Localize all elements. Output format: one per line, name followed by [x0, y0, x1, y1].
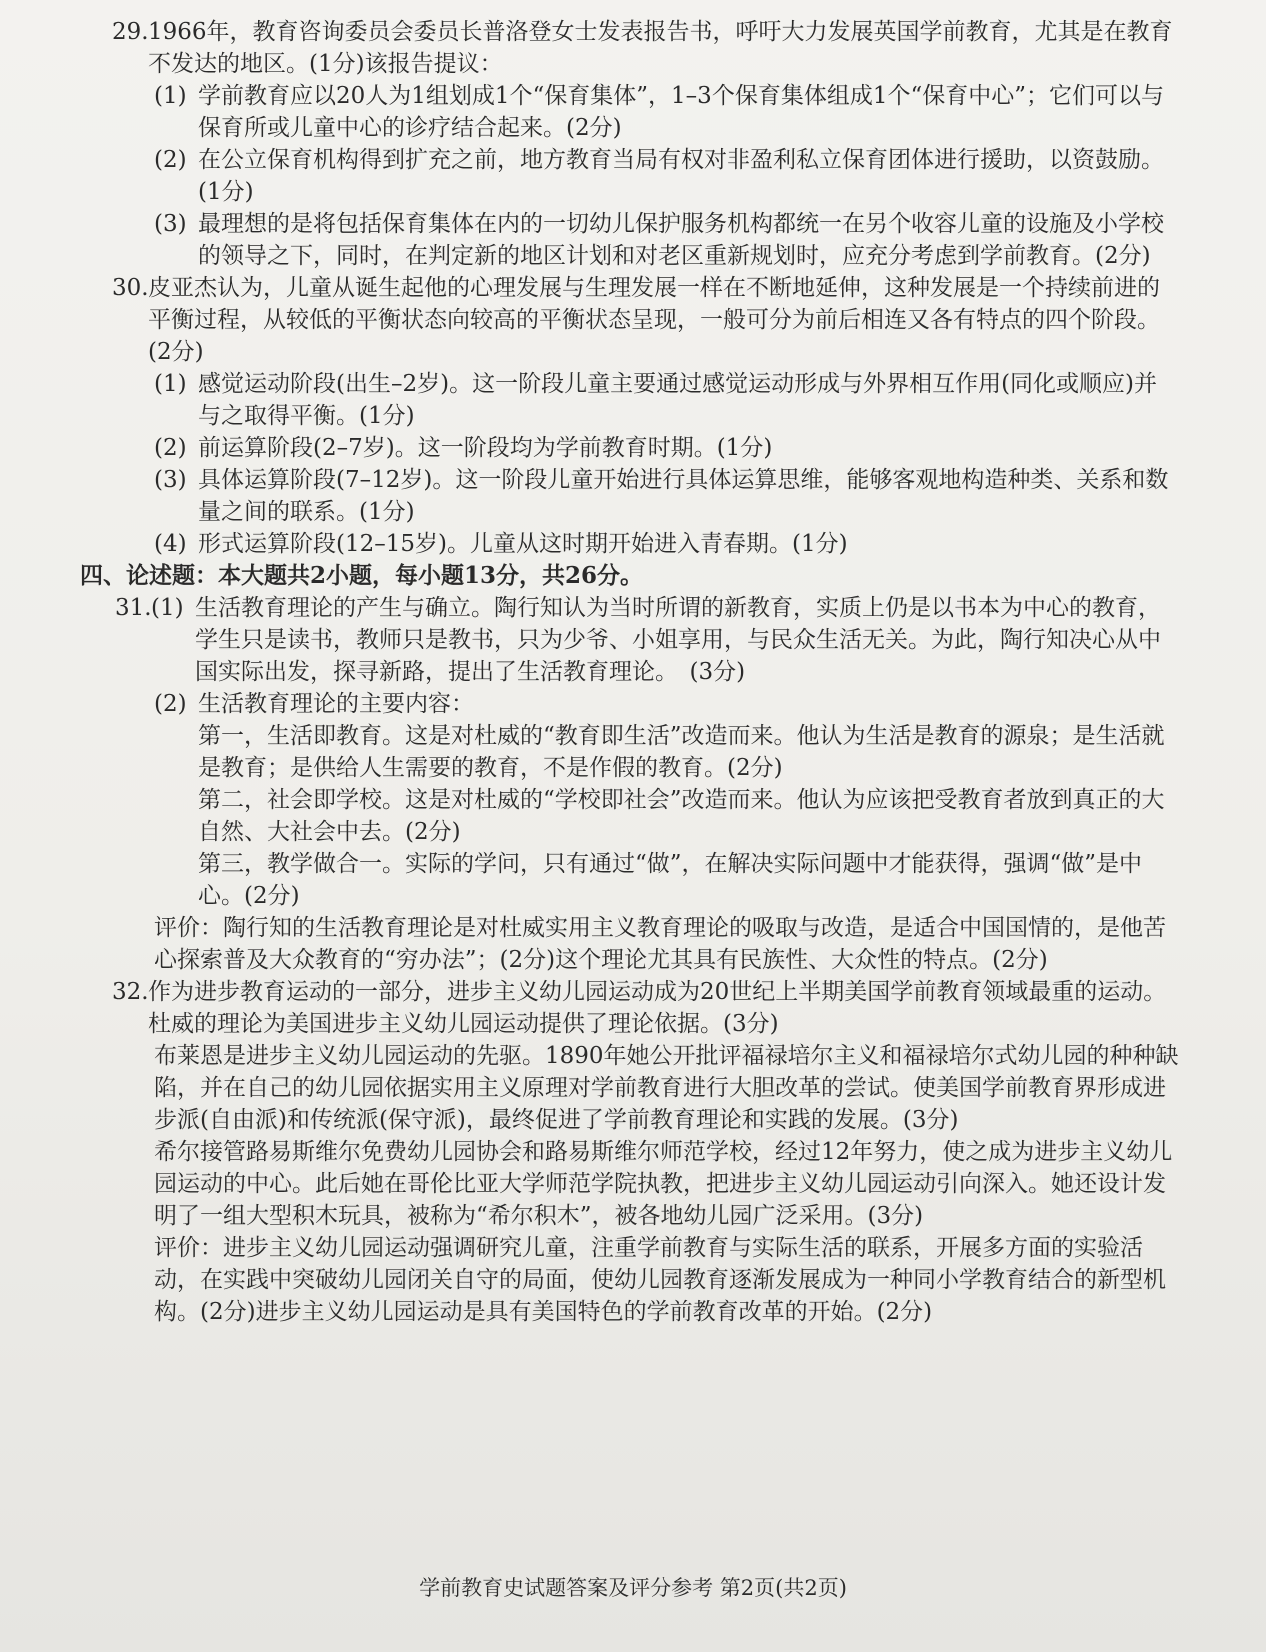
section-heading: 四、论述题：本大题共2小题，每小题13分，共26分。 [80, 562, 644, 589]
question-intro: 皮亚杰认为，儿童从诞生起他的心理发展与生理发展一样在不断地延伸，这种发展是一个持续前进的平衡过程，从较低的平衡状态向较高的平衡状态呈现，一般可分为前后相连又各有特点的四个阶段。(2分) [148, 275, 1160, 365]
answer-item [154, 208, 1180, 272]
item-label: (4) [154, 531, 187, 557]
item-text: 生活教育理论的主要内容： [198, 691, 474, 717]
item-text: 生活教育理论的产生与确立。陶行知认为当时所谓的新教育，实质上仍是以书本为中心的教育，学生只是读书，教师只是教书，只为少爷、小姐享用，与民众生活无关。为此，陶行知决心从中国实际出发，探寻新路，提出了生活教育理论。 (3分) [195, 595, 1161, 685]
item-text: 具体运算阶段(7–12岁)。这一阶段儿童开始进行具体运算思维，能够客观地构造种类、关系和数量之间的联系。(1分) [198, 467, 1169, 525]
evaluation-paragraph: 评价：陶行知的生活教育理论是对杜威实用主义教育理论的吸取与改造，是适合中国国情的，是他苦心探索普及大众教育的“穷办法”；(2分)这个理论尤其具有民族性、大众性的特点。(2分) [154, 915, 1166, 973]
question-number: 30. [112, 275, 149, 301]
item-text: 形式运算阶段(12–15岁)。儿童从这时期开始进入青春期。(1分) [198, 531, 848, 557]
answer-paragraph: 布莱恩是进步主义幼儿园运动的先驱。1890年她公开批评福禄培尔主义和福禄培尔式幼儿园的种种缺陷，并在自己的幼儿园依据实用主义原理对学前教育进行大胆改革的尝试。使美国学前教育界形成进步派(自由派)和传统派(保守派)，最终促进了学前教育理论和实践的发展。(3分) [154, 1043, 1179, 1133]
question-number: 32. [112, 979, 149, 1005]
content-point: 第三，教学做合一。实际的学问，只有通过“做”，在解决实际问题中才能获得，强调“做”是中心。(2分) [198, 851, 1143, 909]
question-number: 31. [115, 595, 152, 621]
question-30 [80, 272, 1180, 368]
item-label: (2) [154, 147, 187, 173]
item-label: (2) [154, 691, 187, 717]
item-label: (3) [154, 211, 187, 237]
answer-item [154, 528, 1180, 560]
answer-item [154, 688, 1180, 720]
item-label: (3) [154, 467, 187, 493]
item-label: (2) [154, 435, 187, 461]
answer-item [154, 144, 1180, 208]
question-32 [80, 976, 1180, 1040]
answer-item [154, 464, 1180, 528]
page-footer: 学前教育史试题答案及评分参考 第2页(共2页) [419, 1576, 847, 1600]
answer-paragraph: 希尔接管路易斯维尔免费幼儿园协会和路易斯维尔师范学校，经过12年努力，使之成为进步主义幼儿园运动的中心。此后她在哥伦比亚大学师范学院执教，把进步主义幼儿园运动引向深入。她还设计发明了一组大型积木玩具，被称为“希尔积木”，被各地幼儿园广泛采用。(3分) [154, 1139, 1173, 1229]
item-text: 最理想的是将包括保育集体在内的一切幼儿保护服务机构都统一在另个收容儿童的设施及小学校的领导之下，同时，在判定新的地区计划和对老区重新规划时，应充分考虑到学前教育。(2分) [198, 211, 1164, 269]
answer-item [154, 432, 1180, 464]
evaluation-paragraph: 评价：进步主义幼儿园运动强调研究儿童，注重学前教育与实际生活的联系，开展多方面的实验活动，在实践中突破幼儿园闭关自守的局面，使幼儿园教育逐渐发展成为一种同小学教育结合的新型机构。(2分)进步主义幼儿园运动是具有美国特色的学前教育改革的开始。(2分) [154, 1235, 1166, 1325]
answer-item [154, 80, 1180, 144]
item-label: (1) [154, 83, 187, 109]
answer-item [151, 592, 1180, 688]
item-text: 前运算阶段(2–7岁)。这一阶段均为学前教育时期。(1分) [198, 435, 773, 461]
content-point: 第二，社会即学校。这是对杜威的“学校即社会”改造而来。他认为应该把受教育者放到真正的大自然、大社会中去。(2分) [198, 787, 1165, 845]
question-number: 29. [112, 19, 149, 45]
question-31 [80, 592, 1180, 688]
item-label: (1) [151, 595, 184, 621]
item-text: 学前教育应以20人为1组划成1个“保育集体”，1–3个保育集体组成1个“保育中心”；它们可以与保育所或儿童中心的诊疗结合起来。(2分) [198, 83, 1164, 141]
question-intro: 作为进步教育运动的一部分，进步主义幼儿园运动成为20世纪上半期美国学前教育领域最重的运动。杜威的理论为美国进步主义幼儿园运动提供了理论依据。(3分) [148, 979, 1167, 1037]
question-intro: 1966年，教育咨询委员会委员长普洛登女士发表报告书，呼吁大力发展英国学前教育，尤其是在教育不发达的地区。(1分)该报告提议： [148, 19, 1173, 77]
question-body [151, 592, 1180, 688]
item-label: (1) [154, 371, 187, 397]
content-point: 第一，生活即教育。这是对杜威的“教育即生活”改造而来。他认为生活是教育的源泉；是生活就是教育；是供给人生需要的教育，不是作假的教育。(2分) [198, 723, 1165, 781]
answer-item [154, 368, 1180, 432]
question-29 [80, 16, 1180, 80]
item-text: 在公立保育机构得到扩充之前，地方教育当局有权对非盈利私立保育团体进行援助，以资鼓励。(1分) [198, 147, 1164, 205]
item-text: 感觉运动阶段(出生–2岁)。这一阶段儿童主要通过感觉运动形成与外界相互作用(同化或顺应)并与之取得平衡。(1分) [198, 371, 1158, 429]
answer-content [80, 16, 1180, 1328]
